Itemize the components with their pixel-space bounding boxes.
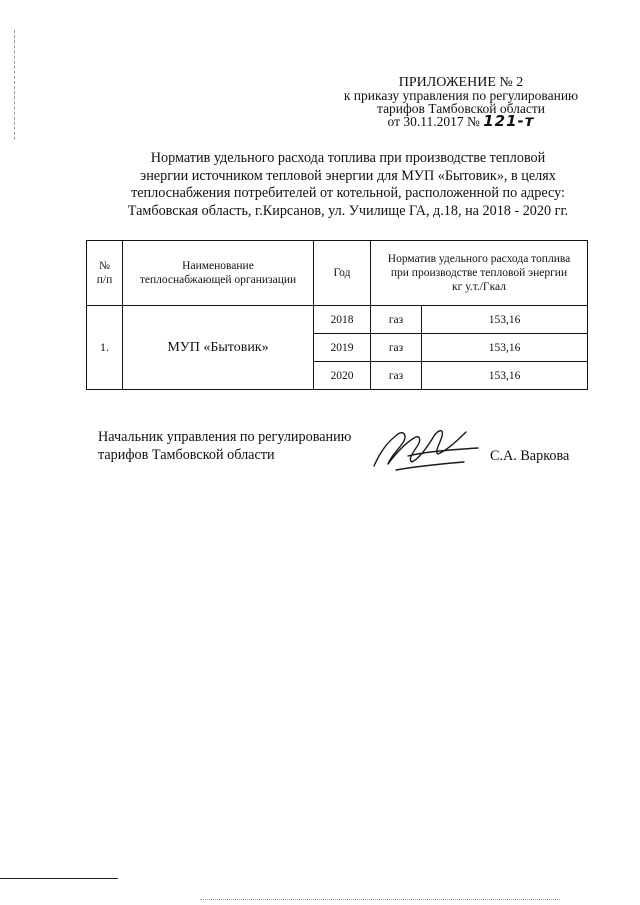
norm-table xyxy=(86,240,588,390)
handwritten-signature xyxy=(368,418,486,476)
scan-edge-artifact xyxy=(14,30,15,140)
heading-line-2: энергии источником тепловой энергии для МУП «Бытовик», в целях xyxy=(140,167,556,184)
scan-noise-line xyxy=(200,899,560,900)
row-year: 2020 xyxy=(314,362,371,390)
row-fuel: газ xyxy=(371,306,422,334)
row-value: 153,16 xyxy=(422,334,588,362)
table-header-row xyxy=(87,241,588,306)
appendix-line-order: к приказу управления по регулированию xyxy=(343,88,579,103)
header-norm-unit: кг у.т./Гкал xyxy=(452,281,506,293)
handwritten-order-number: 121-т xyxy=(483,112,535,130)
header-norm-line-2: при производстве тепловой энергии xyxy=(390,267,568,279)
row-number: 1. xyxy=(87,306,123,390)
header-norm-line-1: Норматив удельного расхода топлива xyxy=(387,253,571,265)
row-year: 2019 xyxy=(314,334,371,362)
header-org-line-2: теплоснабжающей организации xyxy=(139,274,297,286)
row-value: 153,16 xyxy=(422,306,588,334)
header-num-line-1: № xyxy=(99,260,110,272)
row-fuel: газ xyxy=(371,334,422,362)
table-row xyxy=(87,306,588,334)
row-value: 153,16 xyxy=(422,362,588,390)
header-norm xyxy=(371,241,588,306)
header-num-line-2: п/п xyxy=(96,274,113,286)
appendix-date: от 30.11.2017 № xyxy=(387,114,480,129)
heading-line-3: теплоснабжения потребителей от котельной, расположенной по адресу: xyxy=(131,185,565,201)
appendix-block xyxy=(330,76,592,128)
appendix-title: ПРИЛОЖЕНИЕ № 2 xyxy=(398,75,524,90)
appendix-date-line xyxy=(330,112,592,130)
appendix-line-authority: тарифов Тамбовской области xyxy=(377,101,545,116)
header-num xyxy=(87,241,123,306)
signatory-name: С.А. Варкова xyxy=(490,448,570,464)
scan-bottom-line xyxy=(0,878,118,879)
header-year: Год xyxy=(314,241,371,306)
heading-line-4: Тамбовская область, г.Кирсанов, ул. Училище ГА, д.18, на 2018 - 2020 гг. xyxy=(127,202,569,219)
position-line-1: Начальник управления по регулированию xyxy=(98,429,352,445)
signatory-position xyxy=(98,428,351,464)
header-organization xyxy=(123,241,314,306)
row-fuel: газ xyxy=(371,362,422,390)
header-org-line-1: Наименование xyxy=(182,260,254,272)
heading-line-1: Норматив удельного расхода топлива при производстве тепловой xyxy=(150,150,546,166)
organization-name: МУП «Бытовик» xyxy=(123,306,314,390)
position-line-2: тарифов Тамбовской области xyxy=(98,447,275,463)
row-year: 2018 xyxy=(314,306,371,334)
document-heading xyxy=(96,150,600,220)
